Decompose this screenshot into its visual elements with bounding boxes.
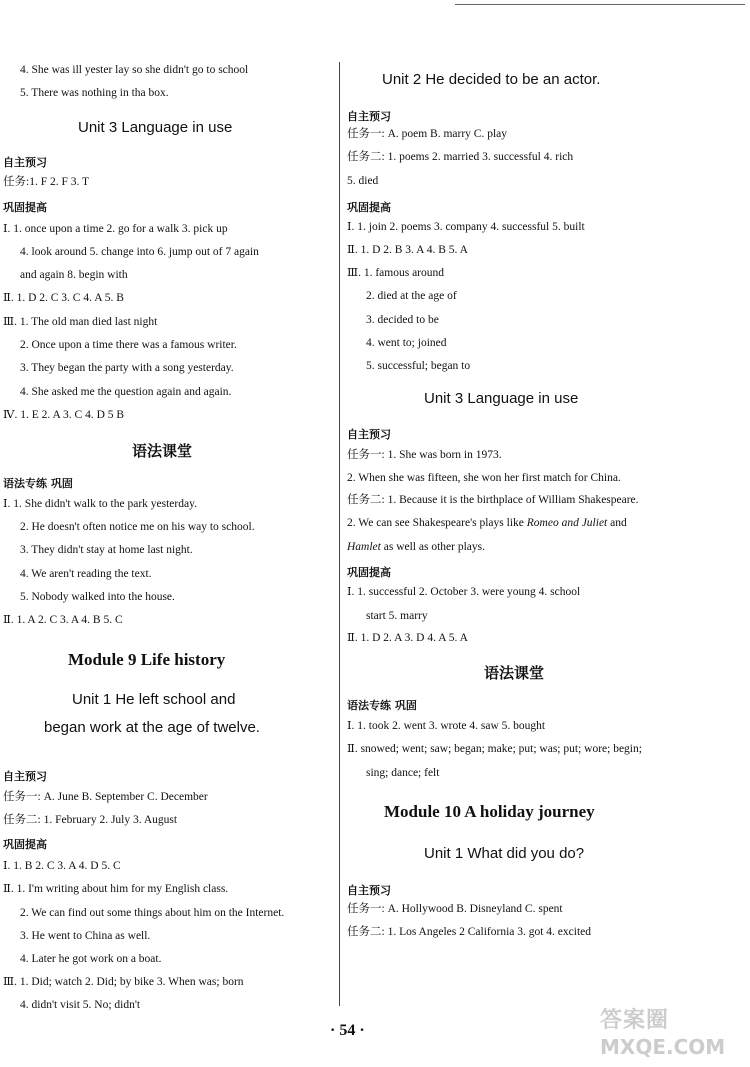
play-title: Hamlet bbox=[347, 541, 381, 553]
answer-text: 2. We can see Shakespeare's plays like bbox=[347, 517, 527, 529]
section-heading: 巩固提高 bbox=[3, 838, 47, 851]
watermark-url: MXQE.COM bbox=[600, 1035, 726, 1059]
answer-line: 5. Nobody walked into the house. bbox=[20, 591, 175, 603]
answer-line: Ⅲ. 1. famous around bbox=[347, 267, 445, 279]
answer-line: 任务二: 1. Because it is the birthplace of William Shakespeare. bbox=[347, 494, 639, 506]
answer-line: 4. didn't visit 5. No; didn't bbox=[20, 999, 141, 1011]
answer-line: sing; dance; felt bbox=[366, 767, 440, 779]
answer-line: 3. They began the party with a song yesterday. bbox=[20, 362, 234, 374]
grammar-title: 语法课堂 bbox=[132, 442, 193, 460]
answer-line: 2. died at the age of bbox=[366, 290, 457, 302]
answer-line: Ⅰ. 1. successful 2. October 3. were young 4. school bbox=[347, 586, 581, 598]
answer-line: 3. decided to be bbox=[366, 314, 439, 326]
answer-line: 任务一: A. poem B. marry C. play bbox=[347, 128, 508, 140]
answer-line: 4. She asked me the question again and again. bbox=[20, 386, 232, 398]
answer-line: Ⅳ. 1. E 2. A 3. C 4. D 5 B bbox=[3, 409, 125, 421]
section-heading: 自主预习 bbox=[3, 156, 47, 169]
answer-line: Ⅰ. 1. B 2. C 3. A 4. D 5. C bbox=[3, 860, 121, 872]
answer-text: and bbox=[607, 517, 627, 529]
answer-line: Ⅰ. 1. took 2. went 3. wrote 4. saw 5. bought bbox=[347, 720, 546, 732]
column-divider bbox=[339, 62, 340, 1006]
section-heading: 巩固提高 bbox=[347, 566, 391, 579]
unit-title: began work at the age of twelve. bbox=[44, 719, 260, 736]
section-heading: 自主预习 bbox=[347, 110, 391, 123]
unit-title: Unit 1 What did you do? bbox=[424, 845, 585, 862]
answer-line: 2. We can find out some things about him on the Internet. bbox=[20, 907, 285, 919]
answer-line: 4. We aren't reading the text. bbox=[20, 568, 152, 580]
answer-line: 3. He went to China as well. bbox=[20, 930, 151, 942]
answer-line: 5. died bbox=[347, 175, 379, 187]
answer-line: 4. She was ill yester lay so she didn't go to school bbox=[20, 64, 249, 76]
answer-line: Ⅱ. 1. I'm writing about him for my English class. bbox=[3, 883, 229, 895]
section-heading: 巩固提高 bbox=[3, 201, 47, 214]
answer-line: and again 8. begin with bbox=[20, 269, 128, 281]
answer-line: 4. Later he got work on a boat. bbox=[20, 953, 162, 965]
answer-line: 5. successful; began to bbox=[366, 360, 471, 372]
answer-line: Ⅲ. 1. The old man died last night bbox=[3, 316, 158, 328]
unit-title: Unit 1 He left school and bbox=[72, 691, 236, 708]
section-heading: 自主预习 bbox=[3, 770, 47, 783]
answer-line bbox=[347, 540, 485, 554]
answer-line: 任务一: 1. She was born in 1973. bbox=[347, 449, 502, 461]
page-number: · 54 · bbox=[330, 1022, 365, 1039]
answer-line: Ⅱ. 1. A 2. C 3. A 4. B 5. C bbox=[3, 614, 123, 626]
unit-title: Unit 2 He decided to be an actor. bbox=[382, 71, 601, 88]
answer-line: 任务二: 1. February 2. July 3. August bbox=[3, 814, 178, 826]
answer-line: Ⅰ. 1. She didn't walk to the park yesterday. bbox=[3, 498, 197, 510]
watermark-logo: 答案圈 bbox=[600, 1008, 670, 1033]
answer-line: 2. When she was fifteen, she won her first match for China. bbox=[347, 472, 621, 484]
answer-line: Ⅱ. 1. D 2. A 3. D 4. A 5. A bbox=[347, 632, 468, 644]
answer-line: Ⅱ. snowed; went; saw; began; make; put; was; put; wore; begin; bbox=[347, 743, 642, 755]
answer-line: Ⅱ. 1. D 2. B 3. A 4. B 5. A bbox=[347, 244, 468, 256]
section-heading: 语法专练 巩固 bbox=[3, 477, 73, 490]
answer-line: 4. went to; joined bbox=[366, 337, 447, 349]
answer-line: 5. There was nothing in tha box. bbox=[20, 87, 169, 99]
section-heading: 语法专练 巩固 bbox=[347, 699, 417, 712]
answer-line: 2. Once upon a time there was a famous writer. bbox=[20, 339, 237, 351]
play-title: Romeo and Juliet bbox=[526, 517, 608, 529]
module-title: Module 9 Life history bbox=[68, 650, 226, 669]
answer-line bbox=[347, 516, 627, 530]
answer-line: Ⅰ. 1. once upon a time 2. go for a walk 3. pick up bbox=[3, 223, 228, 235]
section-heading: 自主预习 bbox=[347, 428, 391, 441]
answer-line: Ⅱ. 1. D 2. C 3. C 4. A 5. B bbox=[3, 292, 124, 304]
answer-line: 2. He doesn't often notice me on his way to school. bbox=[20, 521, 255, 533]
answer-line: start 5. marry bbox=[366, 610, 428, 622]
module-title: Module 10 A holiday journey bbox=[384, 802, 595, 821]
answer-text: as well as other plays. bbox=[380, 541, 485, 553]
answer-line: 任务一: A. Hollywood B. Disneyland C. spent bbox=[347, 903, 563, 915]
answer-line: 任务二: 1. Los Angeles 2 California 3. got 4. excited bbox=[347, 926, 592, 938]
section-heading: 自主预习 bbox=[347, 884, 391, 897]
unit-title: Unit 3 Language in use bbox=[78, 119, 233, 136]
top-rule bbox=[455, 4, 745, 5]
grammar-title: 语法课堂 bbox=[484, 664, 545, 682]
unit-title: Unit 3 Language in use bbox=[424, 390, 579, 407]
answer-line: 任务:1. F 2. F 3. T bbox=[3, 176, 90, 188]
answer-line: 3. They didn't stay at home last night. bbox=[20, 544, 193, 556]
answer-line: 4. look around 5. change into 6. jump out of 7 again bbox=[20, 246, 259, 258]
section-heading: 巩固提高 bbox=[347, 201, 391, 214]
answer-line: 任务二: 1. poems 2. married 3. successful 4. rich bbox=[347, 151, 574, 163]
answer-line: Ⅰ. 1. join 2. poems 3. company 4. successful 5. built bbox=[347, 221, 585, 233]
answer-line: 任务一: A. June B. September C. December bbox=[3, 791, 208, 803]
answer-line: Ⅲ. 1. Did; watch 2. Did; by bike 3. When was; born bbox=[3, 976, 244, 988]
